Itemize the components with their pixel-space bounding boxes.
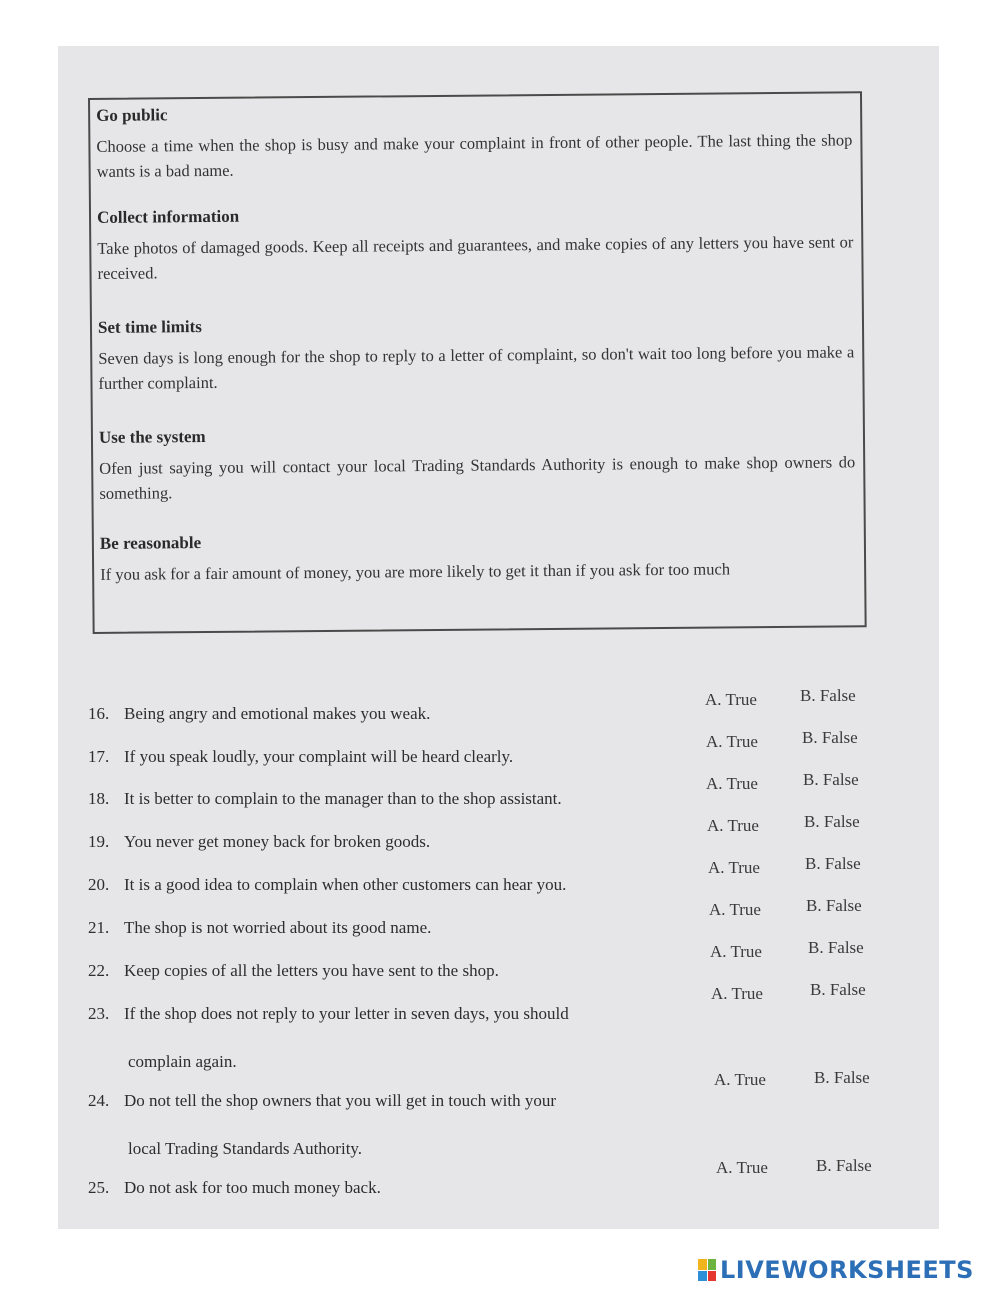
option-b-23[interactable]: B. False bbox=[810, 980, 866, 999]
option-b-17[interactable]: B. False bbox=[802, 728, 858, 747]
logo-square-yellow bbox=[698, 1259, 707, 1270]
section-collect-information bbox=[97, 201, 854, 286]
option-a-25[interactable]: A. True bbox=[716, 1158, 768, 1177]
option-a-24[interactable]: A. True bbox=[714, 1070, 766, 1089]
option-b-16[interactable]: B. False bbox=[800, 686, 856, 705]
option-a-20[interactable]: A. True bbox=[708, 858, 760, 877]
option-a-18[interactable]: A. True bbox=[706, 774, 758, 793]
question-number: 18. bbox=[88, 789, 110, 808]
section-text: If you ask for a fair amount of money, you are more likely to get it than if you ask for too much bbox=[100, 559, 731, 584]
question-text: It is better to complain to the manager than to the shop assistant. bbox=[124, 789, 562, 808]
option-b-20[interactable]: B. False bbox=[805, 854, 861, 873]
question-19 bbox=[88, 831, 678, 853]
liveworksheets-logo bbox=[698, 1256, 974, 1284]
section-be-reasonable bbox=[100, 527, 856, 587]
option-b-24[interactable]: B. False bbox=[814, 1068, 870, 1087]
question-20 bbox=[88, 874, 678, 896]
question-number: 22. bbox=[88, 961, 110, 980]
question-text: Keep copies of all the letters you have sent to the shop. bbox=[124, 961, 499, 980]
question-text: You never get money back for broken goods. bbox=[124, 832, 431, 851]
section-text: Ofen just saying you will contact your local Trading Standards Authority is enough to make shop owners do something. bbox=[99, 452, 856, 503]
question-number: 24. bbox=[88, 1091, 110, 1110]
section-use-the-system bbox=[99, 421, 856, 506]
question-number: 25. bbox=[88, 1178, 110, 1197]
question-18 bbox=[88, 788, 678, 810]
question-text: If you speak loudly, your complaint will be heard clearly. bbox=[124, 747, 514, 766]
section-go-public bbox=[96, 99, 853, 184]
question-number: 20. bbox=[88, 875, 110, 894]
question-24 bbox=[88, 1090, 678, 1160]
section-heading: Go public bbox=[96, 105, 168, 125]
question-text: Do not tell the shop owners that you will get in touch with your bbox=[124, 1091, 557, 1110]
option-a-17[interactable]: A. True bbox=[706, 732, 758, 751]
question-text: Being angry and emotional makes you weak. bbox=[124, 704, 431, 723]
question-number: 21. bbox=[88, 918, 110, 937]
question-number: 16. bbox=[88, 704, 110, 723]
section-set-time-limits bbox=[98, 311, 855, 396]
question-text: Do not ask for too much money back. bbox=[124, 1178, 381, 1197]
question-text: The shop is not worried about its good name. bbox=[124, 918, 432, 937]
logo-square-blue bbox=[698, 1271, 707, 1282]
option-a-23[interactable]: A. True bbox=[711, 984, 763, 1003]
option-a-16[interactable]: A. True bbox=[705, 690, 757, 709]
option-a-21[interactable]: A. True bbox=[709, 900, 761, 919]
logo-square-red bbox=[708, 1271, 717, 1282]
question-text: If the shop does not reply to your letter in seven days, you should bbox=[124, 1004, 569, 1023]
question-text: It is a good idea to complain when other customers can hear you. bbox=[124, 875, 567, 894]
section-heading: Be reasonable bbox=[99, 533, 202, 553]
option-a-22[interactable]: A. True bbox=[710, 942, 762, 961]
question-22 bbox=[88, 960, 678, 982]
section-text: Choose a time when the shop is busy and make your complaint in front of other people. The last thing the shop wants is a bad name. bbox=[96, 130, 853, 181]
section-heading: Collect information bbox=[96, 206, 240, 227]
section-text: Seven days is long enough for the shop to reply to a letter of complaint, so don't wait too long before you make a further complaint. bbox=[98, 342, 855, 393]
question-continuation: local Trading Standards Authority. bbox=[128, 1139, 363, 1158]
question-number: 23. bbox=[88, 1004, 110, 1023]
question-16 bbox=[88, 703, 678, 725]
question-number: 19. bbox=[88, 832, 110, 851]
question-25 bbox=[88, 1177, 678, 1199]
option-a-19[interactable]: A. True bbox=[707, 816, 759, 835]
section-heading: Use the system bbox=[98, 426, 206, 447]
liveworksheets-logo-icon bbox=[698, 1259, 716, 1281]
logo-text: LIVEWORKSHEETS bbox=[720, 1256, 974, 1284]
question-number: 17. bbox=[88, 747, 110, 766]
section-text: Take photos of damaged goods. Keep all receipts and guarantees, and make copies of any letters you have sent or received. bbox=[97, 232, 854, 283]
option-b-18[interactable]: B. False bbox=[803, 770, 859, 789]
option-b-25[interactable]: B. False bbox=[816, 1156, 872, 1175]
advice-box bbox=[88, 91, 867, 634]
option-b-19[interactable]: B. False bbox=[804, 812, 860, 831]
option-b-22[interactable]: B. False bbox=[808, 938, 864, 957]
option-b-21[interactable]: B. False bbox=[806, 896, 862, 915]
section-heading: Set time limits bbox=[97, 317, 202, 337]
question-23 bbox=[88, 1003, 678, 1073]
question-21 bbox=[88, 917, 678, 939]
logo-square-green bbox=[708, 1259, 717, 1270]
question-17 bbox=[88, 746, 678, 768]
question-continuation: complain again. bbox=[128, 1052, 237, 1071]
